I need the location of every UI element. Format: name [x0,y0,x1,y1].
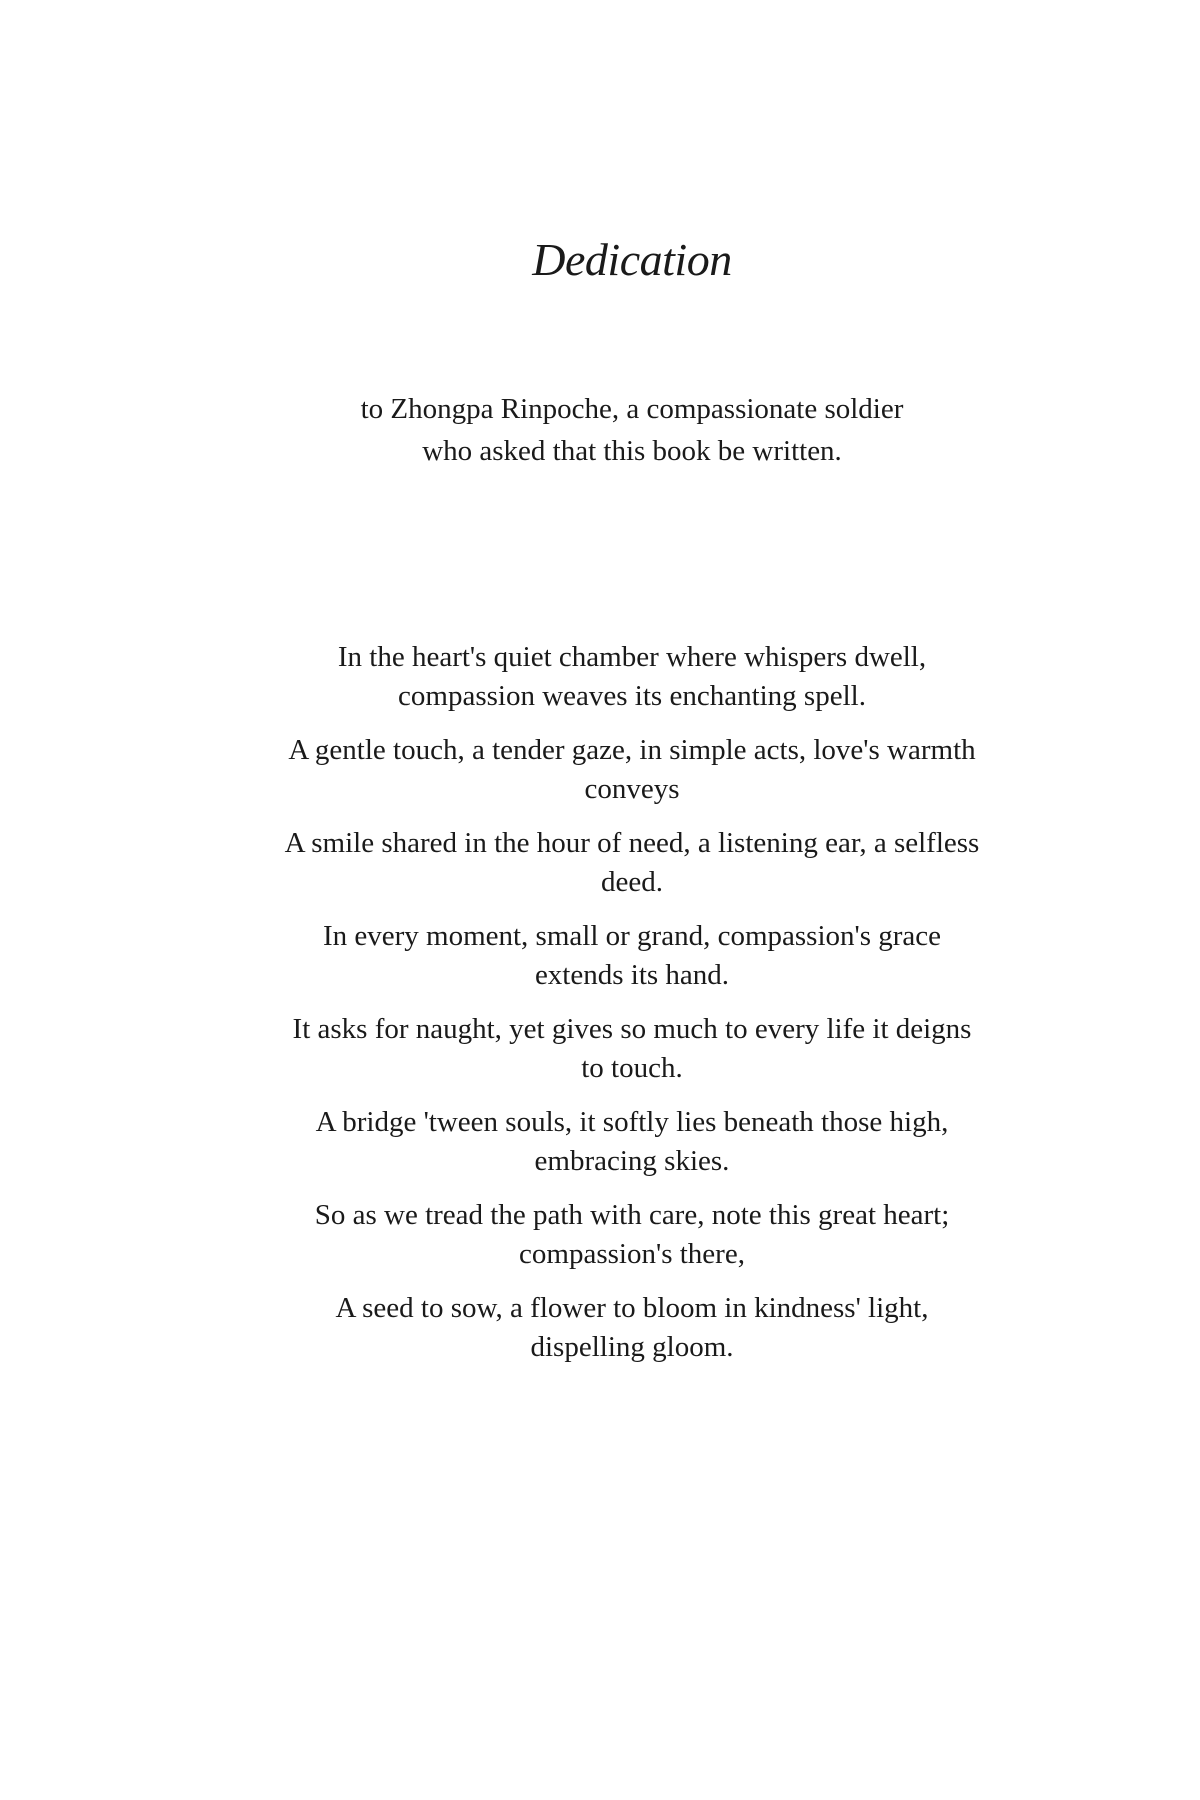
dedication-text [282,388,982,472]
poem-stanza: A gentle touch, a tender gaze, in simple acts, love's warmth conveys [288,734,976,805]
poem-stanza: In the heart's quiet chamber where whispers dwell, compassion weaves its enchanting spell. [337,641,927,712]
poem-stanza: A smile shared in the hour of need, a listening ear, a selfless deed. [284,827,980,898]
poem [272,638,992,1382]
poem-stanza: A seed to sow, a flower to bloom in kindness' light, dispelling gloom. [335,1292,929,1363]
poem-stanza: It asks for naught, yet gives so much to every life it deigns to touch. [292,1013,972,1084]
poem-stanza: A bridge 'tween souls, it softly lies beneath those high, embracing skies. [315,1106,949,1177]
dedication-line: to Zhongpa Rinpoche, a compassionate soldier [360,393,904,425]
poem-stanza: So as we tread the path with care, note this great heart; compassion's there, [314,1199,950,1270]
poem-stanza: In every moment, small or grand, compassion's grace extends its hand. [322,920,942,991]
dedication-line: who asked that this book be written. [422,435,842,467]
page-title: Dedication [532,234,732,285]
